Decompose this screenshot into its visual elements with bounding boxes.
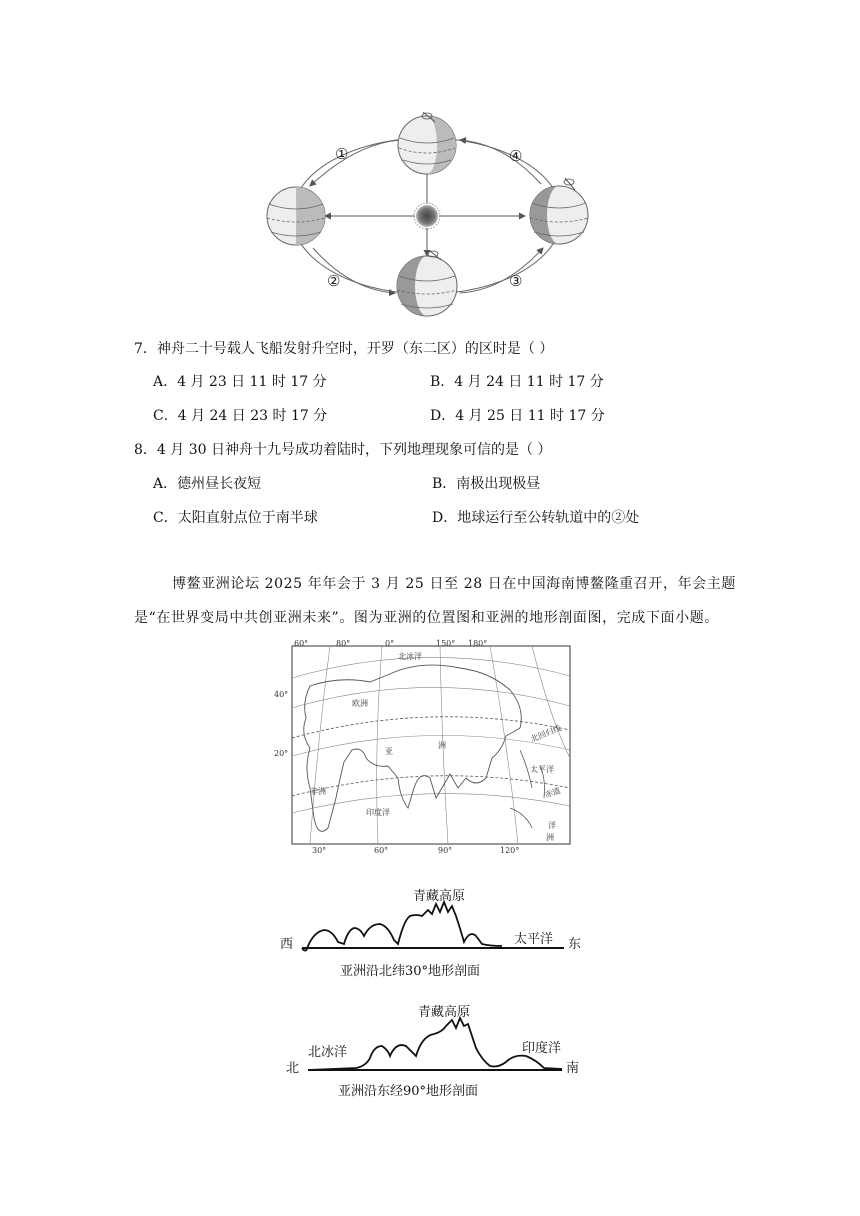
map-tick-left-40: 40° [274,690,289,699]
profile-30n-chart [276,880,606,980]
map-label-ocean-2: 洲 [546,833,554,842]
profile-90e-north-ocean-label: 北冰洋 [308,1045,348,1060]
question-8-option-b: B．南极出现极昼 [432,476,541,492]
map-tick-top-60: 60° [294,639,309,648]
orbit-label-2: ② [327,272,341,290]
asia-location-map [270,638,580,858]
question-8-stem: 8．4 月 30 日神舟十九号成功着陆时，下列地理现象可信的是（ ） [134,442,552,458]
sun-icon [414,203,440,229]
question-8-option-a: A．德州昼长夜短 [153,476,262,492]
question-7-option-d: D．4 月 25 日 11 时 17 分 [430,408,605,424]
earth-top-icon [398,112,456,174]
question-7-option-b: B．4 月 24 日 11 时 17 分 [430,374,604,390]
earth-right-icon [530,178,588,244]
profile-90e-south-label: 南 [566,1061,580,1076]
question-7-stem: 7．神舟二十号载人飞船发射升空时，开罗（东二区）的区时是（ ） [134,341,554,357]
passage-line-1: 博鳌亚洲论坛 2025 年年会于 3 月 25 日至 28 日在中国海南博鳌隆重召开，年会主题 [172,576,736,592]
orbit-label-1: ① [335,145,349,163]
earth-bottom-icon [397,250,457,316]
map-label-africa: 非洲 [310,787,326,796]
question-8-option-c: C．太阳直射点位于南半球 [153,510,318,526]
profile-90e-north-label: 北 [286,1061,300,1076]
profile-90e-peak-label: 青藏高原 [418,1005,471,1020]
profile-90e-ocean-label: 印度洋 [522,1041,562,1056]
earth-orbit-diagram [255,108,605,330]
question-7-option-c: C．4 月 24 日 23 时 17 分 [153,408,328,424]
map-tick-bottom-60: 60° [374,846,389,855]
profile-30n-peak-label: 青藏高原 [413,889,466,904]
map-label-pacific: 太平洋 [530,765,554,774]
map-tick-top-80: 80° [336,639,351,648]
map-label-asia-1: 亚 [385,747,393,756]
map-tick-bottom-90: 90° [438,846,453,855]
profile-30n-ocean-label: 太平洋 [514,932,554,947]
profile-30n-east-label: 东 [568,937,582,952]
orbit-label-3: ③ [509,272,523,290]
profile-90e-chart [276,996,606,1102]
map-tick-left-20: 20° [274,749,289,758]
map-tick-top-150: 150° [436,639,456,648]
orbit-label-4: ④ [509,147,523,165]
map-tick-bottom-120: 120° [500,846,520,855]
map-label-arctic: 北冰洋 [398,652,422,661]
profile-30n-west-label: 西 [280,937,294,952]
map-label-tropic: 北回归线 [529,723,563,744]
profile-90e-caption: 亚洲沿东经90°地形剖面 [338,1084,479,1099]
map-tick-top-0: 0° [385,639,395,648]
map-label-europe: 欧洲 [352,699,368,708]
question-7-option-a: A．4 月 23 日 11 时 17 分 [153,374,327,390]
profile-30n-terrain [302,902,502,951]
earth-left-icon [267,187,325,245]
map-tick-bottom-30: 30° [312,846,327,855]
map-tick-top-180: 180° [468,639,488,648]
map-label-equator: 赤道 [543,785,562,800]
passage-line-2: 是“在世界变局中共创亚洲未来”。图为亚洲的位置图和亚洲的地形剖面图，完成下面小题。 [134,610,719,626]
map-label-asia-2: 洲 [438,741,446,750]
profile-30n-caption: 亚洲沿北纬30°地形剖面 [340,964,481,979]
map-label-ocean-1: 洋 [548,821,556,830]
map-label-indian: 印度洋 [366,808,390,817]
question-8-option-d: D．地球运行至公转轨道中的②处 [432,510,640,526]
